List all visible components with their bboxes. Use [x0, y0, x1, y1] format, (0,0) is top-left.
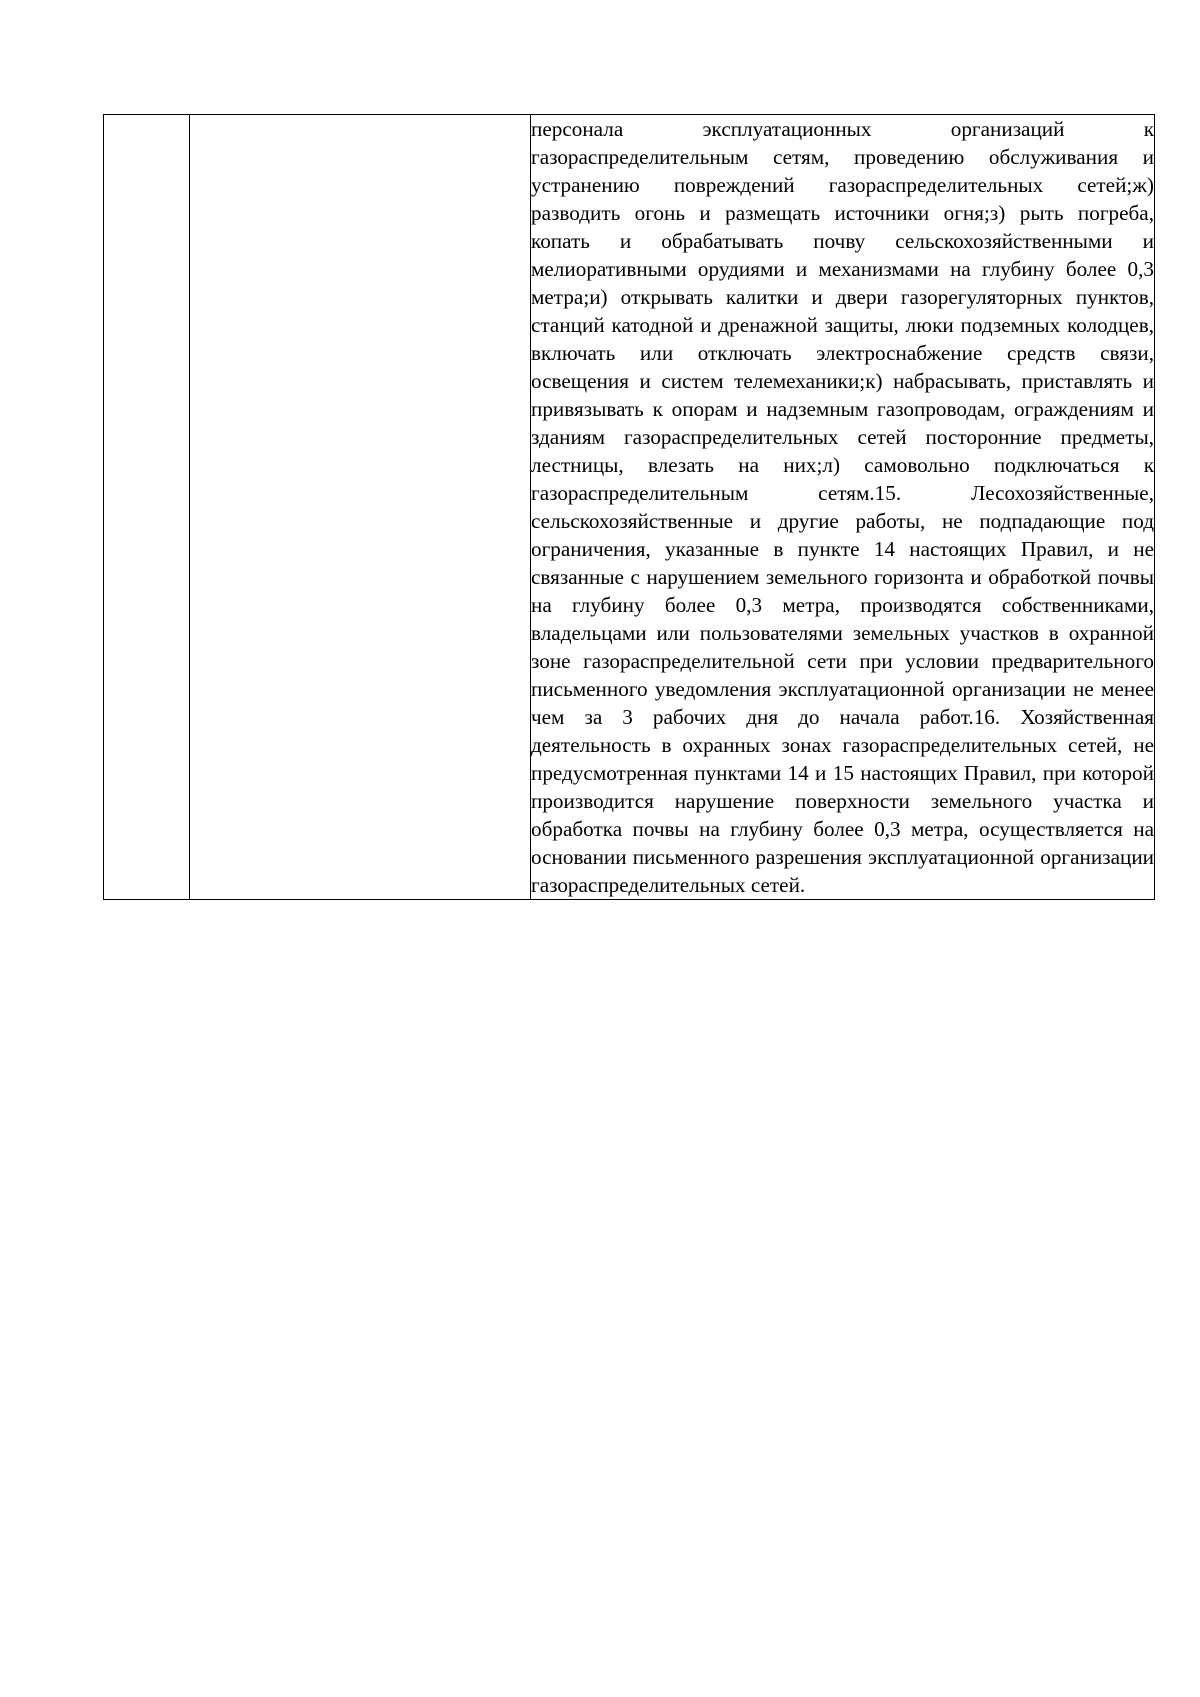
regulation-table: [103, 114, 1155, 900]
table-cell-title: [190, 115, 531, 900]
table-cell-number: [104, 115, 190, 900]
table-cell-content: [531, 115, 1155, 900]
cell-content-text: персонала эксплуатационных организаций к газораспределительным сетям, проведению обслуживания и устранению повреждений газораспределительных сетей;ж) разводить огонь и размещать источники огня;з) рыть погреба, копать и обрабатывать почву сельскохозяйственными и мелиоративными орудиями и механизмами на глубину более 0,3 метра;и) открывать калитки и двери газорегуляторных пунктов, станций катодной и дренажной защиты, люки подземных колодцев, включать или отключать электроснабжение средств связи, освещения и систем телемеханики;к) набрасывать, приставлять и привязывать к опорам и надземным газопроводам, ограждениям и зданиям газораспределительных сетей посторонние предметы, лестницы, влезать на них;л) самовольно подключаться к газораспределительным сетям.15. Лесохозяйственные, сельскохозяйственные и другие работы, не подпадающие под ограничения, указанные в пункте 14 настоящих Правил, и не связанные с нарушением земельного горизонта и обработкой почвы на глубину более 0,3 метра, производятся собственниками, владельцами или пользователями земельных участков в охранной зоне газораспределительной сети при условии предварительного письменного уведомления эксплуатационной организации не менее чем за 3 рабочих дня до начала работ.16. Хозяйственная деятельность в охранных зонах газораспределительных сетей, не предусмотренная пунктами 14 и 15 настоящих Правил, при которой производится нарушение поверхности земельного участка и обработка почвы на глубину более 0,3 метра, осуществляется на основании письменного разрешения эксплуатационной организации газораспределительных сетей.: [531, 117, 1154, 897]
table-row: [104, 115, 1155, 900]
